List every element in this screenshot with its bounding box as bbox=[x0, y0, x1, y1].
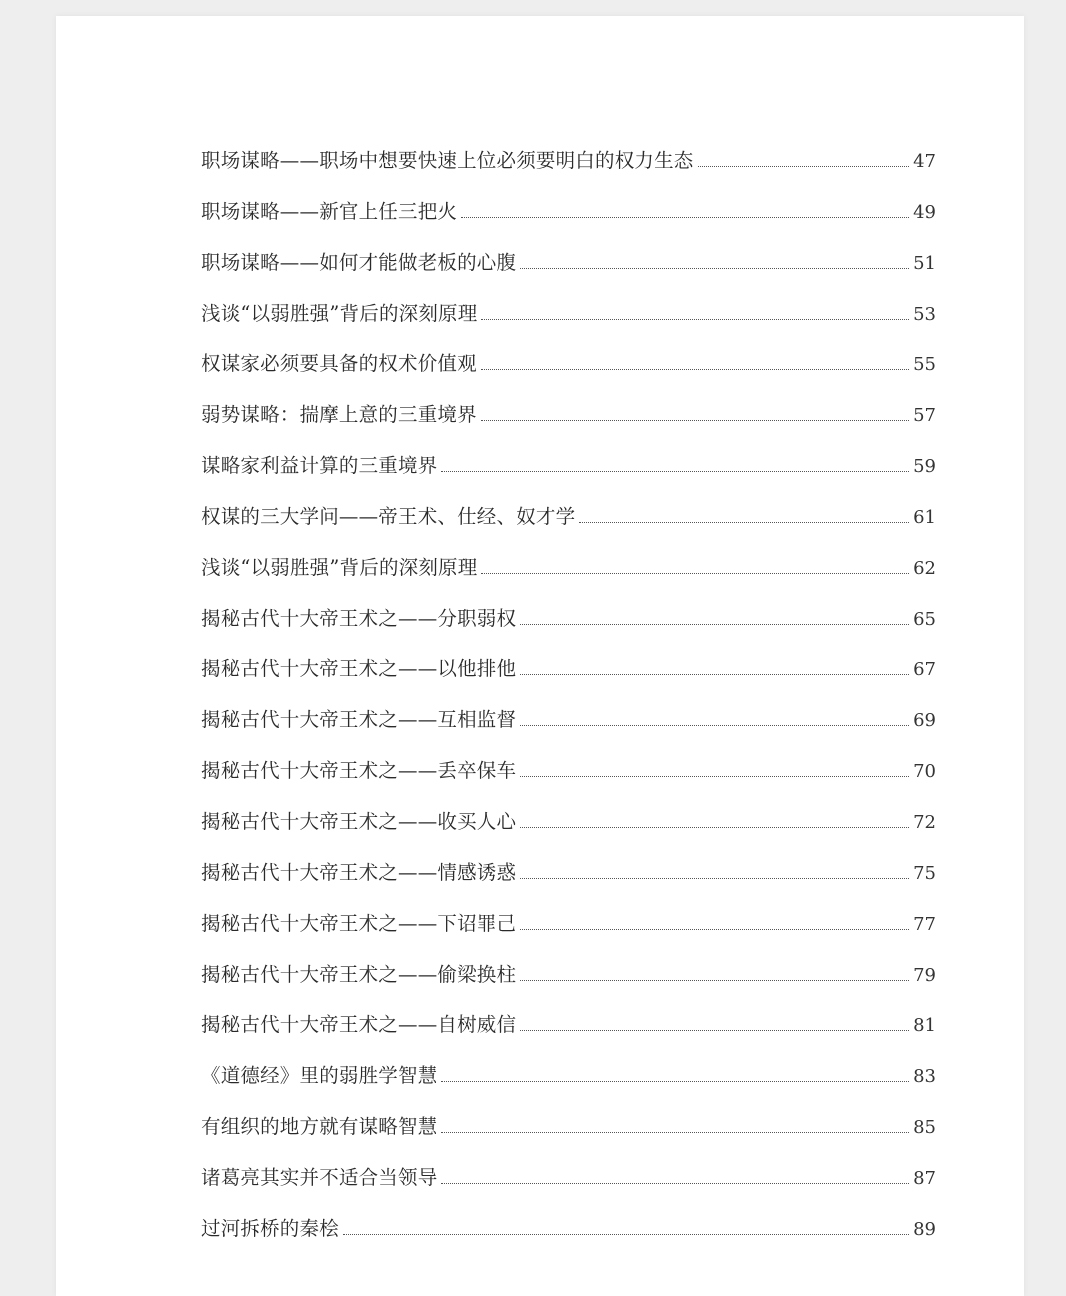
toc-entry-page-number: 83 bbox=[913, 1066, 936, 1088]
toc-entry bbox=[201, 501, 936, 552]
toc-entry bbox=[201, 1009, 936, 1060]
toc-entry-title: 揭秘古代十大帝王术之——互相监督 bbox=[201, 708, 517, 732]
toc-entry-page-number: 49 bbox=[913, 201, 936, 223]
toc-entry bbox=[201, 857, 936, 908]
dot-leader bbox=[520, 268, 909, 269]
toc-entry-title: 诸葛亮其实并不适合当领导 bbox=[201, 1165, 438, 1189]
toc-entry-title: 浅谈“以弱胜强”背后的深刻原理 bbox=[201, 555, 478, 579]
toc-entry-title: 权谋的三大学问——帝王术、仕经、奴才学 bbox=[201, 504, 576, 528]
toc-entry-page-number: 65 bbox=[913, 608, 936, 630]
toc-entry-page-number: 53 bbox=[913, 303, 936, 325]
toc-entry-page-number: 89 bbox=[913, 1218, 936, 1240]
toc-entry-page-number: 81 bbox=[913, 1015, 936, 1037]
toc-entry-title: 浅谈“以弱胜强”背后的深刻原理 bbox=[201, 301, 478, 325]
toc-entry-title: 谋略家利益计算的三重境界 bbox=[201, 454, 438, 478]
toc-entry bbox=[201, 959, 936, 1010]
toc-entry bbox=[201, 1111, 936, 1162]
toc-entry-page-number: 51 bbox=[913, 252, 936, 274]
dot-leader bbox=[481, 369, 909, 370]
dot-leader bbox=[520, 674, 909, 675]
dot-leader bbox=[441, 1132, 909, 1133]
dot-leader bbox=[520, 929, 909, 930]
toc-entry-page-number: 87 bbox=[913, 1167, 936, 1189]
toc-entry bbox=[201, 247, 936, 298]
toc-entry bbox=[201, 908, 936, 959]
dot-leader bbox=[441, 1081, 909, 1082]
toc-entry-page-number: 75 bbox=[913, 862, 936, 884]
toc-entry bbox=[201, 196, 936, 247]
toc-entry bbox=[201, 1213, 936, 1264]
toc-entry-page-number: 79 bbox=[913, 964, 936, 986]
toc-entry-title: 揭秘古代十大帝王术之——收买人心 bbox=[201, 809, 517, 833]
toc-entry-page-number: 57 bbox=[913, 405, 936, 427]
document-page bbox=[56, 16, 1024, 1296]
toc-entry-page-number: 70 bbox=[913, 761, 936, 783]
toc-entry bbox=[201, 653, 936, 704]
toc-entry-page-number: 72 bbox=[913, 811, 936, 833]
toc-entry-title: 弱势谋略：揣摩上意的三重境界 bbox=[201, 403, 477, 427]
dot-leader bbox=[343, 1234, 909, 1235]
dot-leader bbox=[441, 471, 909, 472]
dot-leader bbox=[520, 624, 909, 625]
dot-leader bbox=[520, 980, 909, 981]
dot-leader bbox=[461, 217, 909, 218]
dot-leader bbox=[579, 522, 909, 523]
dot-leader bbox=[481, 573, 909, 574]
dot-leader bbox=[520, 827, 909, 828]
toc-entry-page-number: 69 bbox=[913, 710, 936, 732]
toc-entry bbox=[201, 603, 936, 654]
toc-entry bbox=[201, 704, 936, 755]
toc-entry bbox=[201, 399, 936, 450]
toc-entry bbox=[201, 298, 936, 349]
toc-entry-title: 揭秘古代十大帝王术之——丢卒保车 bbox=[201, 759, 517, 783]
table-of-contents bbox=[201, 145, 936, 1264]
toc-entry-title: 职场谋略——职场中想要快速上位必须要明白的权力生态 bbox=[201, 149, 694, 172]
toc-entry-page-number: 62 bbox=[913, 557, 936, 579]
toc-entry-page-number: 77 bbox=[913, 913, 936, 935]
toc-entry-title: 《道德经》里的弱胜学智慧 bbox=[201, 1064, 438, 1088]
dot-leader bbox=[481, 420, 909, 421]
dot-leader bbox=[520, 878, 909, 879]
toc-entry-page-number: 59 bbox=[913, 456, 936, 478]
toc-entry-page-number: 47 bbox=[913, 151, 936, 172]
toc-entry-title: 揭秘古代十大帝王术之——自树威信 bbox=[201, 1013, 517, 1037]
toc-entry-title: 揭秘古代十大帝王术之——情感诱惑 bbox=[201, 860, 517, 884]
toc-entry bbox=[201, 348, 936, 399]
toc-entry-title: 揭秘古代十大帝王术之——偷梁换柱 bbox=[201, 962, 517, 986]
toc-entry-page-number: 85 bbox=[913, 1117, 936, 1139]
dot-leader bbox=[441, 1183, 909, 1184]
toc-entry-title: 揭秘古代十大帝王术之——下诏罪己 bbox=[201, 911, 517, 935]
dot-leader bbox=[698, 166, 910, 167]
dot-leader bbox=[481, 319, 909, 320]
dot-leader bbox=[520, 725, 909, 726]
toc-entry-page-number: 61 bbox=[913, 506, 936, 528]
toc-entry bbox=[201, 552, 936, 603]
toc-entry-title: 揭秘古代十大帝王术之——分职弱权 bbox=[201, 606, 517, 630]
toc-entry bbox=[201, 145, 936, 196]
toc-entry bbox=[201, 1060, 936, 1111]
toc-entry bbox=[201, 755, 936, 806]
toc-entry bbox=[201, 806, 936, 857]
toc-entry-title: 有组织的地方就有谋略智慧 bbox=[201, 1115, 438, 1139]
toc-entry-page-number: 55 bbox=[913, 354, 936, 376]
toc-entry-title: 职场谋略——如何才能做老板的心腹 bbox=[201, 250, 517, 274]
toc-entry-page-number: 67 bbox=[913, 659, 936, 681]
toc-entry-title: 揭秘古代十大帝王术之——以他排他 bbox=[201, 657, 517, 681]
toc-entry-title: 权谋家必须要具备的权术价值观 bbox=[201, 352, 477, 376]
dot-leader bbox=[520, 776, 909, 777]
toc-entry-title: 过河拆桥的秦桧 bbox=[201, 1216, 339, 1240]
toc-entry bbox=[201, 1162, 936, 1213]
dot-leader bbox=[520, 1030, 909, 1031]
toc-entry bbox=[201, 450, 936, 501]
toc-entry-title: 职场谋略——新官上任三把火 bbox=[201, 199, 458, 223]
